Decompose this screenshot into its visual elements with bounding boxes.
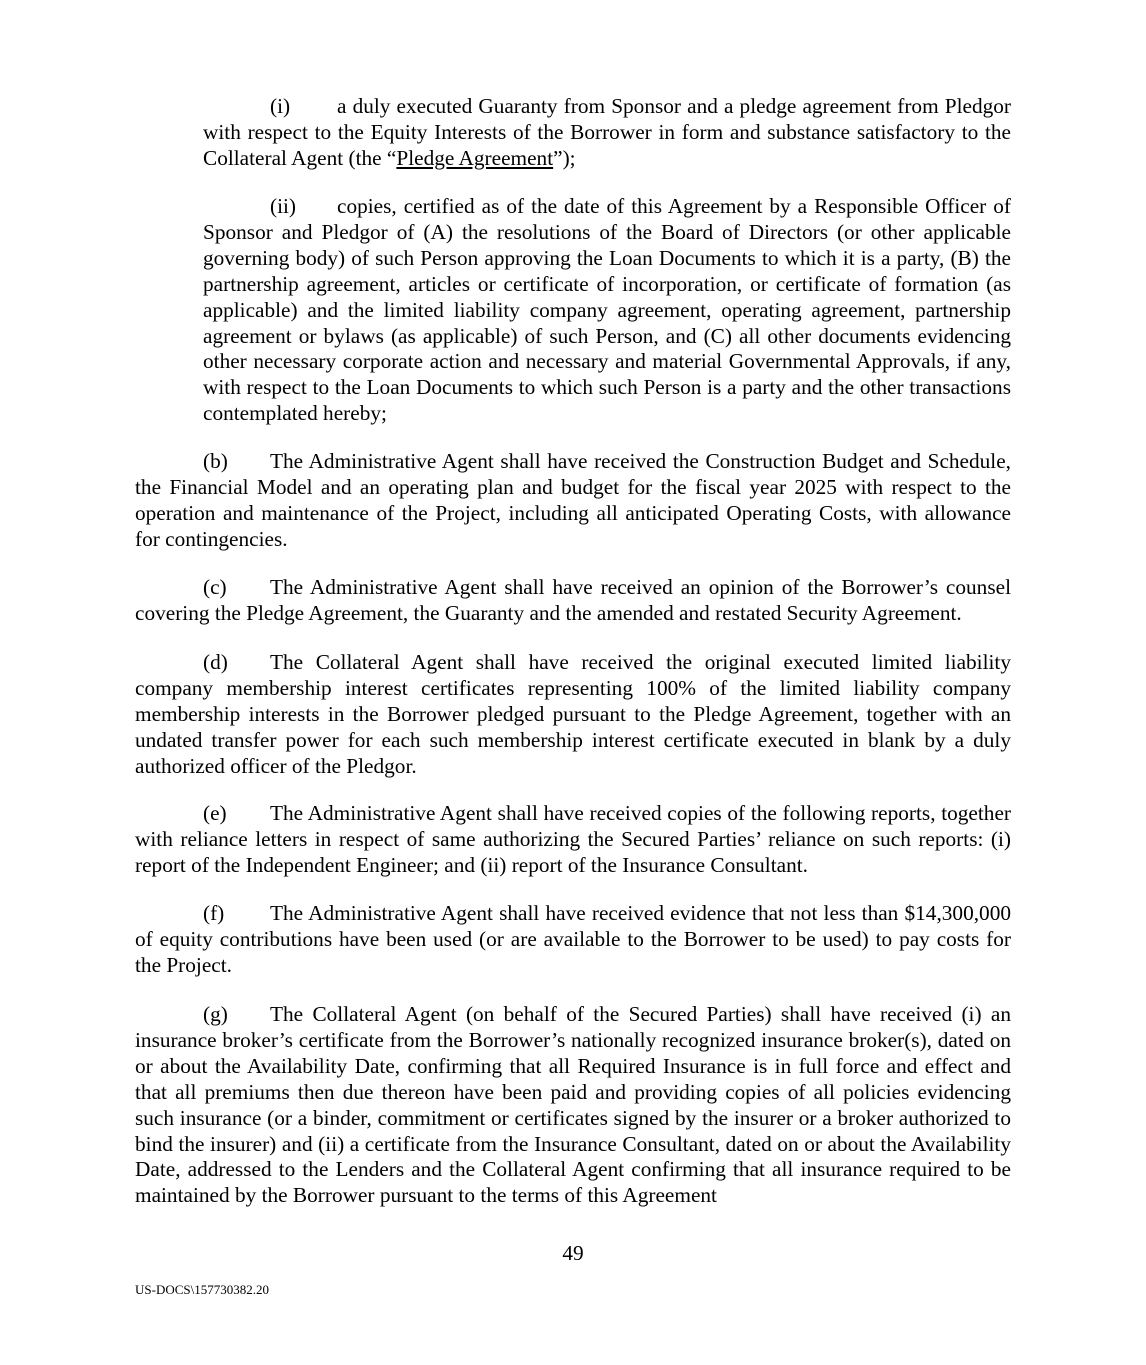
paragraph-text: The Administrative Agent shall have received copies of the following reports, together with reliance letters in respect of same authorizing the Secured Parties’ reliance on such reports: (i) report of the Independent Engineer; and (ii) report of the Insurance Consultant.: [135, 801, 1011, 877]
paragraph-text-end: ”);: [553, 145, 576, 170]
paragraph-ii: [203, 194, 1011, 427]
paragraph-text: The Collateral Agent (on behalf of the Secured Parties) shall have received (i) an insurance broker’s certificate from the Borrower’s nationally recognized insurance broker(s), dated on or about the Availability Date, confirming that all Required Insurance is in full force and effect and that all premiums then due thereon have been paid and providing copies of all policies evidencing such insurance (or a binder, commitment or certificates signed by the insurer or a broker authorized to bind the insurer) and (ii) a certificate from the Insurance Consultant, dated on or about the Availability Date, addressed to the Lenders and the Collateral Agent confirming that all insurance required to be maintained by the Borrower pursuant to the terms of this Agreement: [135, 1002, 1011, 1208]
paragraph-c: [135, 575, 1011, 627]
paragraph-text: a duly executed Guaranty from Sponsor and a pledge agreement from Pledgor with respect to the Equity Interests of the Borrower in form and substance satisfactory to the Collateral Agent (the “: [203, 94, 1011, 170]
defined-term: Pledge Agreement: [396, 145, 554, 170]
paragraph-f: [135, 901, 1011, 979]
paragraph-label: (e): [203, 801, 227, 825]
paragraph-label: (g): [203, 1002, 228, 1026]
paragraph-text: The Collateral Agent shall have received the original executed limited liability company membership interest certificates representing 100% of the limited liability company membership interests in the Borrower pledged pursuant to the Pledge Agreement, together with an undated transfer power for each such membership interest certificate executed in blank by a duly authorized officer of the Pledgor.: [135, 650, 1011, 778]
paragraph-label: (f): [203, 901, 225, 925]
page-number: 49: [562, 1241, 584, 1265]
paragraph-label: (d): [203, 650, 228, 674]
paragraph-b: [135, 449, 1011, 553]
paragraph-text: copies, certified as of the date of this Agreement by a Responsible Officer of Sponsor and Pledgor of (A) the resolutions of the Board of Directors (or other applicable governing body) of such Person approving the Loan Documents to which it is a party, (B) the partnership agreement, articles or certificate of incorporation, or certificate of formation (as applicable) and the limited liability company agreement, operating agreement, partnership agreement or bylaws (as applicable) of such Person, and (C) all other documents evidencing other necessary corporate action and necessary and material Governmental Approvals, if any, with respect to the Loan Documents to which such Person is a party and the other transactions contemplated hereby;: [203, 194, 1011, 426]
paragraph-label: (i): [270, 94, 291, 118]
document-id: US-DOCS\157730382.20: [135, 1282, 269, 1297]
paragraph-label: (c): [203, 575, 227, 599]
paragraph-text: The Administrative Agent shall have received an opinion of the Borrower’s counsel covering the Pledge Agreement, the Guaranty and the amended and restated Security Agreement.: [135, 575, 1011, 625]
paragraph-e: [135, 801, 1011, 879]
paragraph-g: [135, 1002, 1011, 1209]
paragraph-i: [203, 94, 1011, 172]
paragraph-d: [135, 650, 1011, 780]
paragraph-label: (ii): [270, 194, 297, 218]
paragraph-label: (b): [203, 449, 228, 473]
paragraph-text: The Administrative Agent shall have received evidence that not less than $14,300,000 of equity contributions have been used (or are available to the Borrower to be used) to pay costs for the Project.: [135, 901, 1011, 977]
paragraph-text: The Administrative Agent shall have received the Construction Budget and Schedule, the Financial Model and an operating plan and budget for the fiscal year 2025 with respect to the operation and maintenance of the Project, including all anticipated Operating Costs, with allowance for contingencies.: [135, 449, 1011, 551]
